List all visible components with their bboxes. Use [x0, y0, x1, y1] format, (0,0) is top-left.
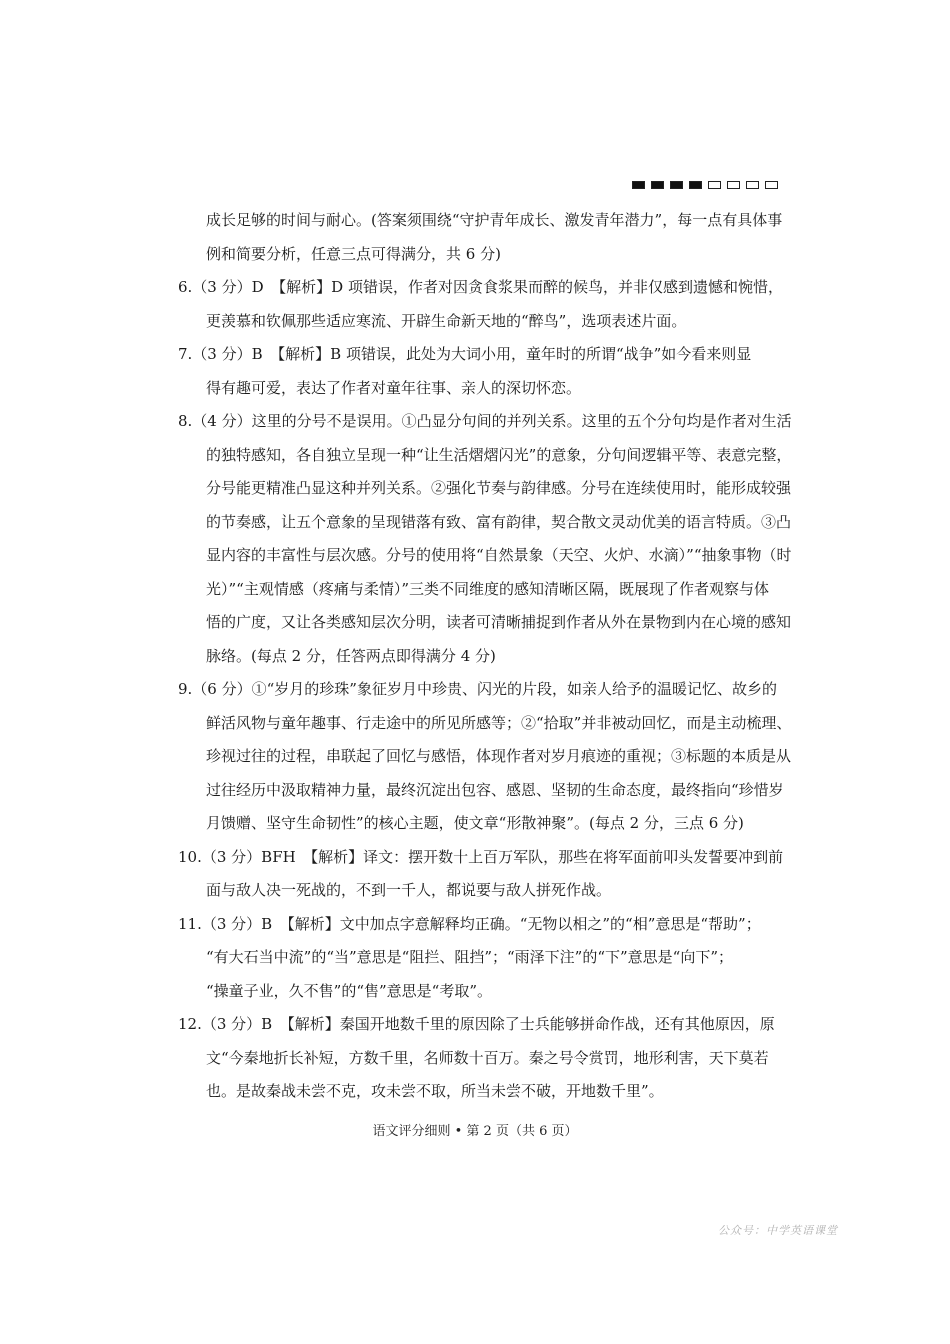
- text-line: 9.（6 分）①“岁月的珍珠”象征岁月中珍贵、闪光的片段，如亲人给予的温暖记忆、故乡的: [178, 680, 777, 698]
- progress-box-empty: [727, 181, 740, 189]
- text-line: 更羡慕和钦佩那些适应寒流、开辟生命新天地的“醉鸟”，选项表述片面。: [206, 311, 687, 330]
- text-line: 8.（4 分）这里的分号不是误用。①凸显分句间的并列关系。这里的五个分句均是作者对生活: [178, 412, 792, 430]
- text-line: 成长足够的时间与耐心。(答案须围绕“守护青年成长、激发青年潜力”，每一点有具体事: [206, 211, 783, 229]
- text-line: 6.（3 分）D 【解析】D 项错误，作者对因贪食浆果而醉的候鸟，并非仅感到遗憾和惋惜，: [178, 278, 783, 296]
- progress-box-filled: [632, 181, 645, 189]
- progress-box-filled: [651, 181, 664, 189]
- page-footer: 语文评分细则 • 第 2 页（共 6 页）: [372, 1124, 578, 1139]
- text-line: 的独特感知，各自独立呈现一种“让生活熠熠闪光”的意象，分句间逻辑平等、表意完整，: [206, 445, 792, 464]
- progress-box-filled: [689, 181, 702, 189]
- text-line: 例和简要分析，任意三点可得满分，共 6 分): [206, 244, 501, 263]
- progress-box-empty: [708, 181, 721, 189]
- text-line: 面与敌人决一死战的，不到一千人，都说要与敌人拼死作战。: [206, 881, 612, 899]
- text-line: 的节奏感，让五个意象的呈现错落有致、富有韵律，契合散文灵动优美的语言特质。③凸: [206, 512, 792, 531]
- text-line: 10.（3 分）BFH 【解析】译文：摆开数十上百万军队，那些在将军面前叩头发誓要冲到前: [178, 847, 784, 866]
- progress-box-filled: [670, 181, 683, 189]
- text-line: 鲜活风物与童年趣事、行走途中的所见所感等；②“拾取”并非被动回忆，而是主动梳理、: [206, 713, 792, 732]
- text-line: 过往经历中汲取精神力量，最终沉淀出包容、感恩、坚韧的生命态度，最终指向“珍惜岁: [206, 780, 784, 799]
- text-line: 7.（3 分）B 【解析】B 项错误，此处为大词小用，童年时的所谓“战争”如今看来则显: [178, 345, 752, 363]
- text-line: 12.（3 分）B 【解析】秦国开地数千里的原因除了士兵能够拼命作战，还有其他原因，原: [178, 1015, 775, 1033]
- answer-text-body: [178, 204, 792, 1109]
- text-line: 得有趣可爱，表达了作者对童年往事、亲人的深切怀恋。: [206, 378, 582, 397]
- text-line: 11.（3 分）B 【解析】文中加点字意解释均正确。“无物以相之”的“相”意思是“帮助”；: [178, 914, 761, 933]
- text-line: 也。是故秦战未尝不克，攻未尝不取，所当未尝不破，开地数千里”。: [206, 1082, 664, 1100]
- text-line: “有大石当中流”的“当”意思是“阻拦、阻挡”；“雨泽下注”的“下”意思是“向下”；: [206, 948, 734, 966]
- text-line: 分号能更精准凸显这种并列关系。②强化节奏与韵律感。分号在连续使用时，能形成较强: [206, 479, 792, 497]
- text-line: 文“今秦地折长补短，方数千里，名师数十百万。秦之号令赏罚，地形利害，天下莫若: [206, 1048, 769, 1067]
- text-line: 光）”“主观情感（疼痛与柔情）”三类不同维度的感知清晰区隔，既展现了作者观察与体: [206, 579, 770, 598]
- progress-box-empty: [746, 181, 759, 189]
- text-line: 珍视过往的过程，串联起了回忆与感悟，体现作者对岁月痕迹的重视；③标题的本质是从: [206, 747, 792, 765]
- text-line: 显内容的丰富性与层次感。分号的使用将“自然景象（天空、火炉、水滴）”“抽象事物（时: [206, 546, 792, 564]
- text-line: “操童子业，久不售”的“售”意思是“考取”。: [206, 981, 493, 1000]
- text-line: 脉络。(每点 2 分，任答两点即得满分 4 分): [206, 646, 496, 665]
- page-progress-indicator: [632, 181, 778, 189]
- watermark: 公众号：中学英语课堂: [718, 1224, 838, 1237]
- text-line: 悟的广度，又让各类感知层次分明，读者可清晰捕捉到作者从外在景物到内在心境的感知: [206, 613, 792, 631]
- progress-box-empty: [765, 181, 778, 189]
- text-line: 月馈赠、坚守生命韧性”的核心主题，使文章“形散神聚”。(每点 2 分，三点 6 分): [206, 814, 744, 832]
